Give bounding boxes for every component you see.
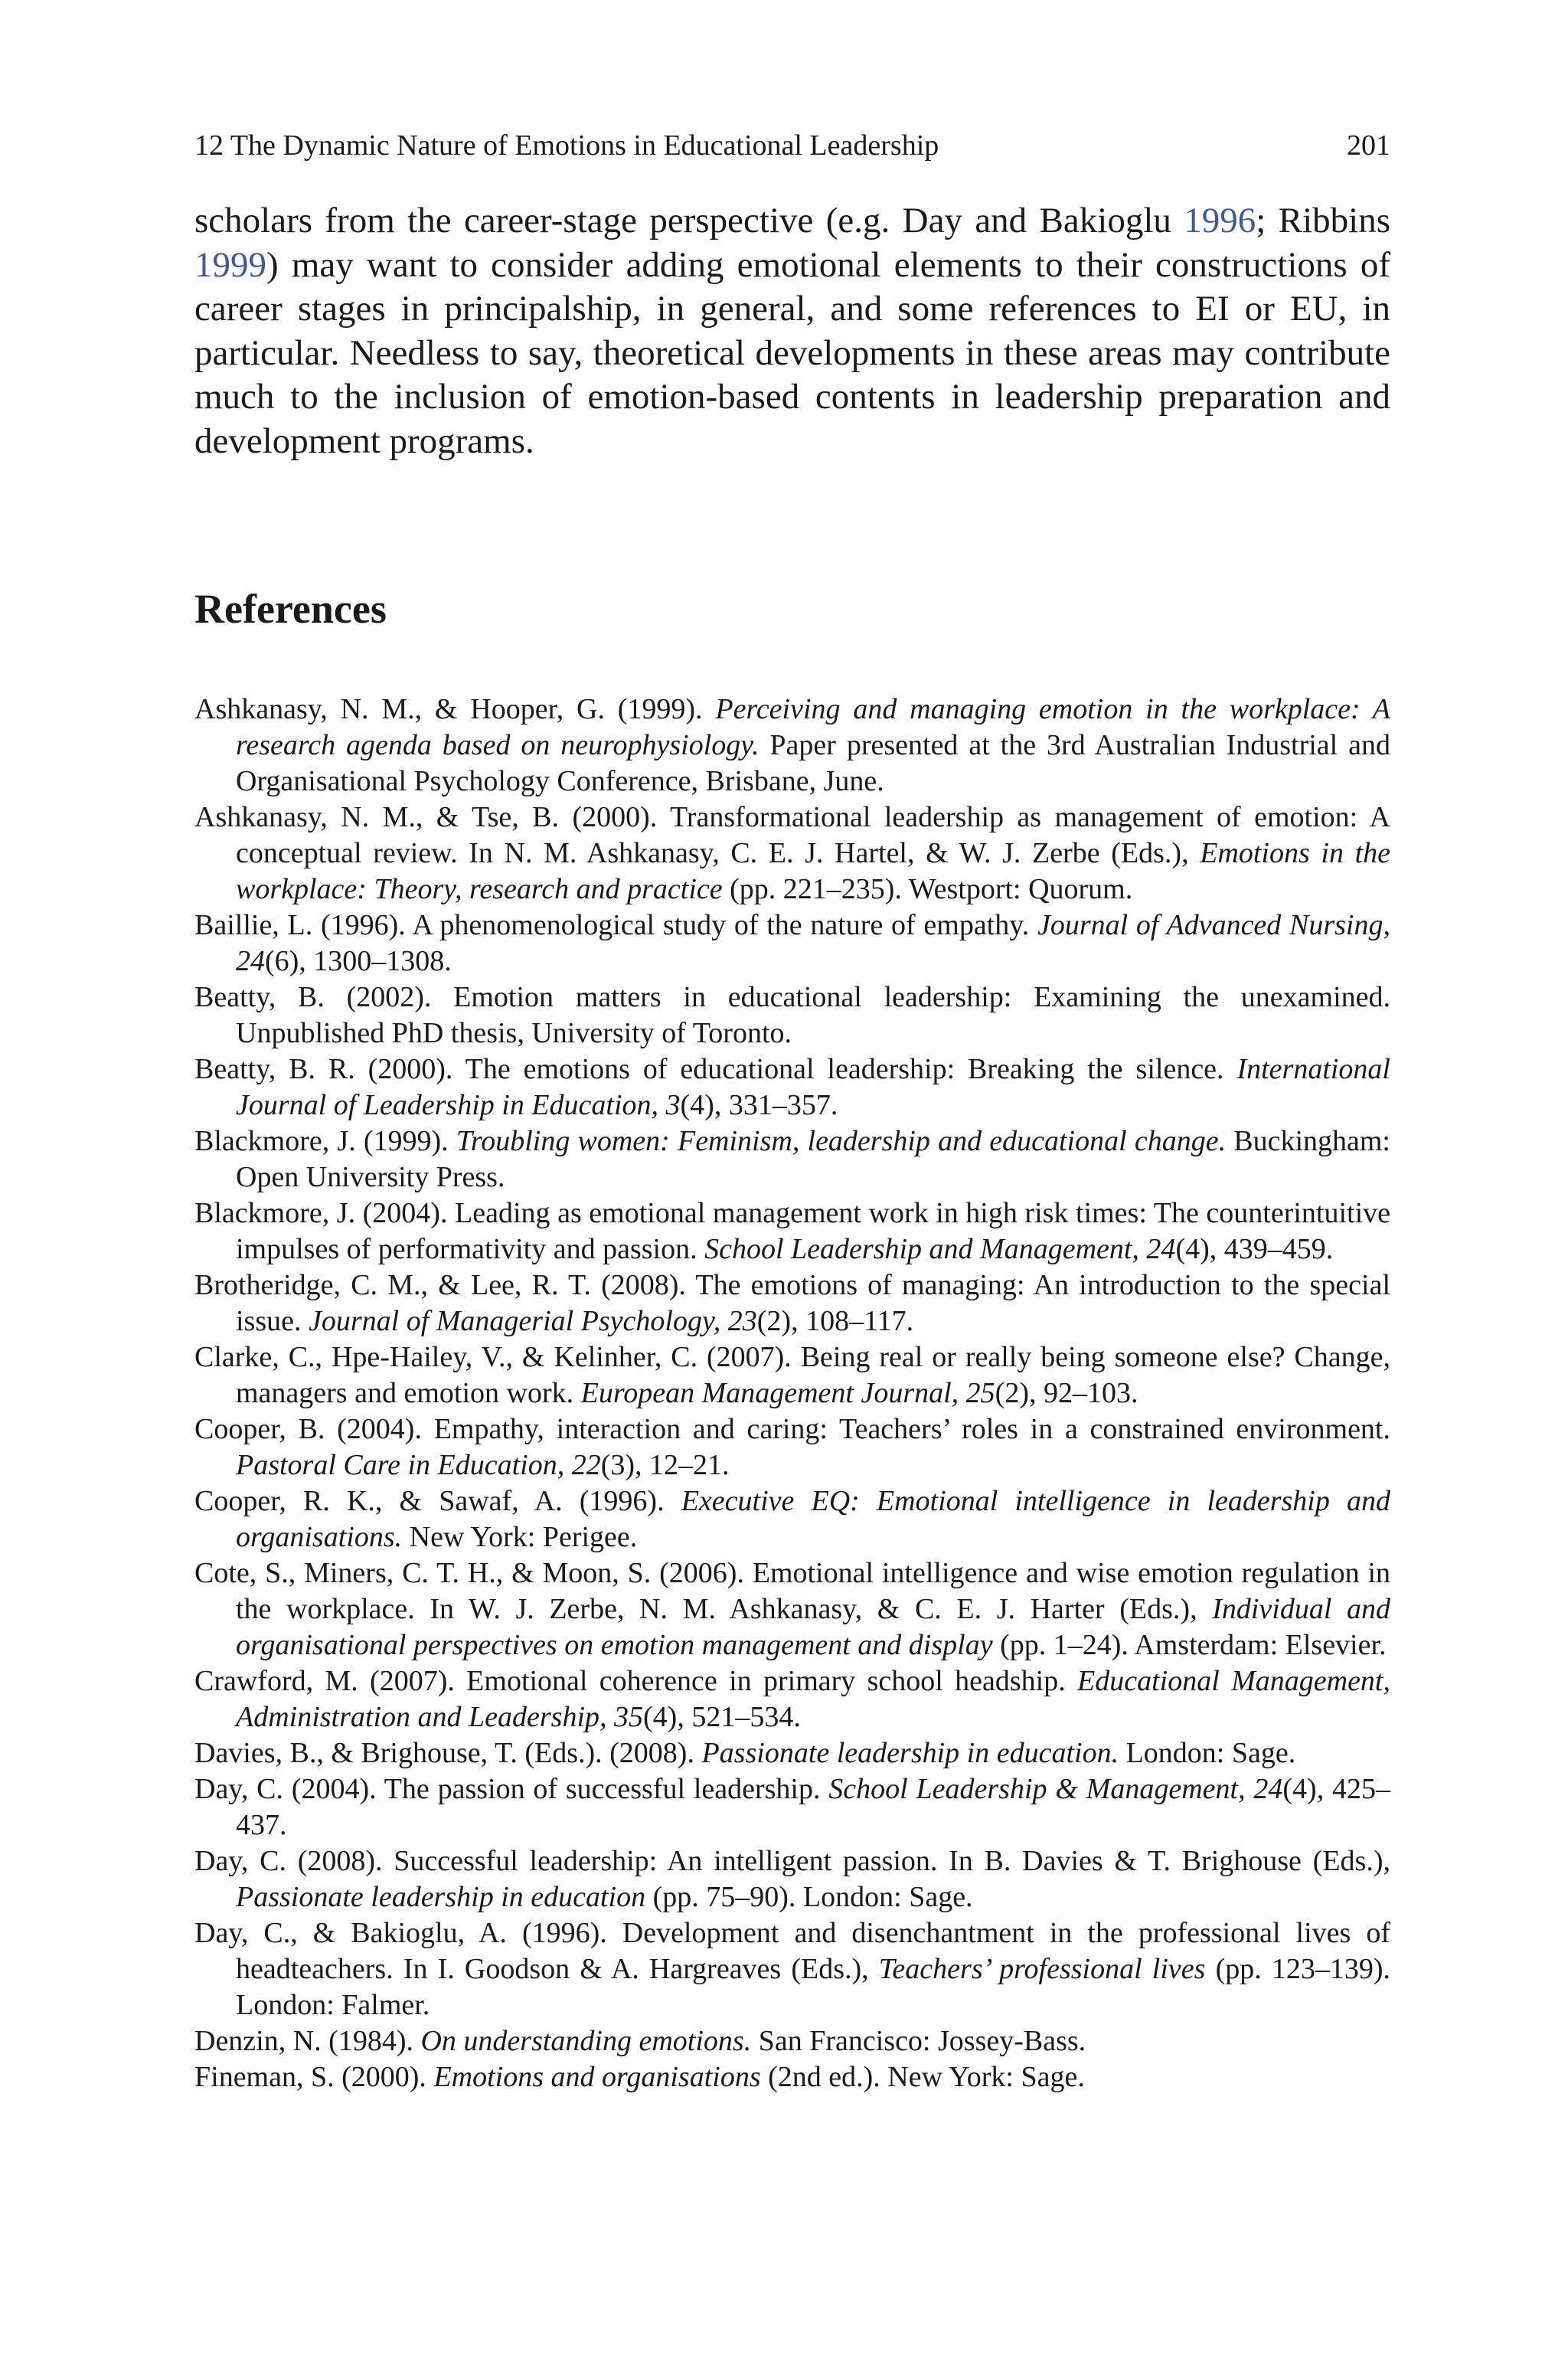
reference-item: Cote, S., Miners, C. T. H., & Moon, S. (2006). Emotional intelligence and wise emotion regulation in the workplace. In W. J. Zerbe, N. M. Ashkanasy, & C. E. J. Harter (Eds.), Individual and organisational perspectives on emotion management and display (pp. 1–24). Amsterdam: Elsevier. (194, 1557, 1390, 1661)
reference-item: Baillie, L. (1996). A phenomenological study of the nature of empathy. Journal of Advanced Nursing, 24(6), 1300–1308. (194, 909, 1390, 977)
body-text: scholars from the career-stage perspective (e.g. Day and Bakioglu (194, 201, 1184, 240)
running-head-chapter: 12 The Dynamic Nature of Emotions in Educational Leadership (194, 129, 939, 162)
reference-item: Blackmore, J. (1999). Troubling women: Feminism, leadership and educational change. Buckingham: Open University Press. (194, 1125, 1390, 1193)
reference-list (194, 692, 1390, 2095)
reference-item: Brotheridge, C. M., & Lee, R. T. (2008). The emotions of managing: An introduction to the special issue. Journal of Managerial Psychology, 23(2), 108–117. (194, 1269, 1390, 1337)
citation-link-1999[interactable]: 1999 (194, 244, 266, 285)
reference-item: Beatty, B. R. (2000). The emotions of educational leadership: Breaking the silence. International Journal of Leadership in Education, 3(4), 331–357. (194, 1053, 1390, 1121)
section-heading: References (194, 586, 387, 632)
body-paragraph (194, 199, 1390, 463)
reference-item: Clarke, C., Hpe-Hailey, V., & Kelinher, C. (2007). Being real or really being someone else? Change, managers and emotion work. European Management Journal, 25(2), 92–103. (194, 1341, 1390, 1409)
running-head (194, 123, 1390, 168)
page-number: 201 (1347, 129, 1390, 162)
reference-item: Blackmore, J. (2004). Leading as emotional management work in high risk times: The counterintuitive impulses of performativity and passion. School Leadership and Management, 24(4), 439–459. (194, 1197, 1390, 1265)
reference-item: Fineman, S. (2000). Emotions and organisations (2nd ed.). New York: Sage. (194, 2061, 1085, 2093)
body-text: ; Ribbins (1256, 201, 1390, 240)
reference-item: Beatty, B. (2002). Emotion matters in educational leadership: Examining the unexamined. Unpublished PhD thesis, University of Toronto. (194, 981, 1390, 1049)
reference-item: Ashkanasy, N. M., & Tse, B. (2000). Transformational leadership as management of emotion: A conceptual review. In N. M. Ashkanasy, C. E. J. Hartel, & W. J. Zerbe (Eds.), Emotions in the workplace: Theory, research and practice (pp. 221–235). Westport: Quorum. (194, 801, 1390, 905)
reference-item: Cooper, R. K., & Sawaf, A. (1996). Executive EQ: Emotional intelligence in leadership and organisations. New York: Perigee. (194, 1485, 1390, 1553)
body-text: ) may want to consider adding emotional elements to their constructions of career stages in principalship, in general, and some references to EI or EU, in particular. Needless to say, theoretical developments in these areas may contribute much to the inclusion of emotion-based contents in leadership preparation and development programs. (194, 244, 1390, 461)
reference-item: Day, C., & Bakioglu, A. (1996). Development and disenchantment in the professional lives of headteachers. In I. Goodson & A. Hargreaves (Eds.), Teachers’ professional lives (pp. 123–139). London: Falmer. (194, 1917, 1390, 2021)
reference-item: Ashkanasy, N. M., & Hooper, G. (1999). Perceiving and managing emotion in the workplace: A research agenda based on neurophysiology. Paper presented at the 3rd Australian Industrial and Organisational Psychology Conference, Brisbane, June. (194, 693, 1390, 797)
citation-link-1996[interactable]: 1996 (1184, 201, 1256, 240)
reference-item: Cooper, B. (2004). Empathy, interaction and caring: Teachers’ roles in a constrained environment. Pastoral Care in Education, 22(3), 12–21. (194, 1413, 1390, 1481)
reference-item: Davies, B., & Brighouse, T. (Eds.). (2008). Passionate leadership in education. London: Sage. (194, 1737, 1296, 1769)
reference-item: Denzin, N. (1984). On understanding emotions. San Francisco: Jossey-Bass. (194, 2025, 1086, 2057)
reference-item: Crawford, M. (2007). Emotional coherence in primary school headship. Educational Management, Administration and Leadership, 35(4), 521–534. (194, 1665, 1390, 1733)
reference-item: Day, C. (2004). The passion of successful leadership. School Leadership & Management, 24(4), 425–437. (194, 1773, 1391, 1841)
reference-item: Day, C. (2008). Successful leadership: An intelligent passion. In B. Davies & T. Brighouse (Eds.), Passionate leadership in education (pp. 75–90). London: Sage. (194, 1845, 1390, 1913)
